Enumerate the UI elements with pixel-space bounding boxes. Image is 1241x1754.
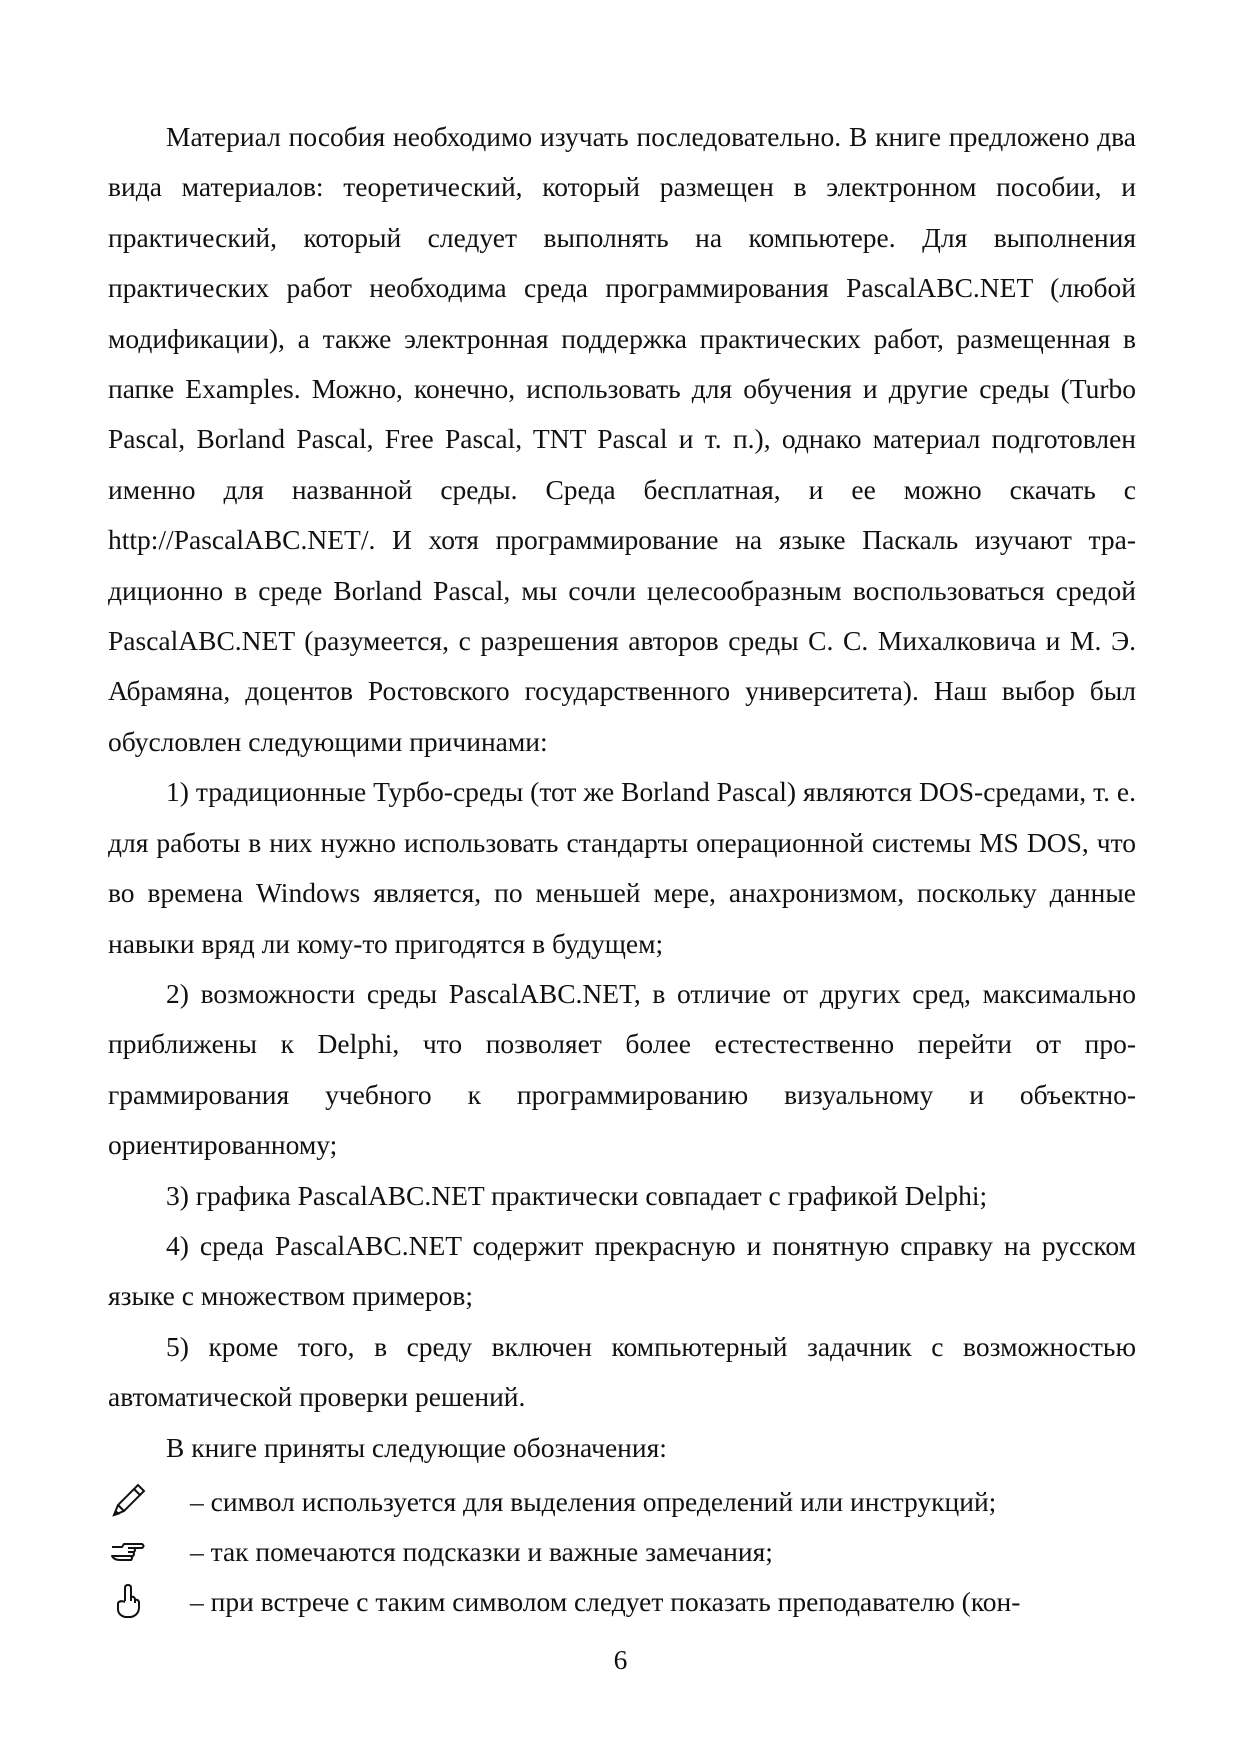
symbol-row — [108, 1477, 1136, 1527]
body-text — [108, 112, 1136, 1473]
symbol-description: – символ используется для выделения определений или инструкций; — [190, 1486, 997, 1517]
paragraph-reason-5: 5) кроме того, в среду включен компьютерный задачник с возможностью автоматической проверки решений. — [108, 1330, 1136, 1413]
symbol-description: – при встрече с таким символом следует показать преподавателю (кон- — [190, 1586, 1021, 1617]
paragraph-reason-1: 1) традиционные Турбо-среды (тот же Borland Pascal) являются DOS-средами, т. е. для работы в них нужно использовать стандарты операционной системы MS DOS, что во времена Windows является, по меньшей мере, анахронизмом, поскольку данные навыки вряд ли кому-то пригодятся в будущем; — [108, 776, 1136, 959]
paragraph-intro: Материал пособия необходимо изучать последовательно. В книге предложено два вида материалов: теоретический, который размещен в электронном пособии, и практический, который следует выполнять на компьютере. Для выполнения практических работ необходима среда программирования PascalABC.NET (любой модификации), а также электронная поддержка практических работ, размещенная в папке Examples. Можно, конечно, использовать для обучения и другие среды (Turbo Pascal, Borland Pascal, Free Pascal, TNT Pascal и т. п.), однако материал подготовлен именно для названной среды. Среда бесплатная, и ее можно скачать с http://PascalABC.NET/. И хотя программирование на языке Паскаль изучают традиционно в среде Borland Pascal, мы сочли целесообразным воспользоваться средой PascalABC.NET (разумеется, с разрешения авторов среды С. С. Михалковича и М. Э. Абрамяна, доцентов Ростовского государственного университета). Наш выбор был обусловлен следующими причинами: — [108, 121, 1136, 757]
raised-finger-icon — [108, 1581, 148, 1621]
symbol-row — [108, 1577, 1136, 1627]
pencil-icon — [108, 1481, 148, 1521]
paragraph-reason-4: 4) среда PascalABC.NET содержит прекрасную и понятную справку на русском языке с множеством примеров; — [108, 1229, 1136, 1312]
paragraph-reason-2: 2) возможности среды PascalABC.NET, в отличие от других сред, максимально приближены к Delphi, что позволяет более естестественно перейти от программирования учебного к программированию визуальному и объектно-ориентированному; — [108, 977, 1136, 1161]
paragraph-reason-3: 3) графика PascalABC.NET практически совпадает с графикой Delphi; — [166, 1179, 988, 1211]
paragraph-notation-intro: В книге приняты следующие обозначения: — [166, 1431, 667, 1463]
symbol-description: – так помечаются подсказки и важные замечания; — [190, 1536, 773, 1567]
symbol-row — [108, 1527, 1136, 1577]
page-number: 6 — [613, 1644, 628, 1675]
pointing-hand-icon — [108, 1531, 148, 1571]
